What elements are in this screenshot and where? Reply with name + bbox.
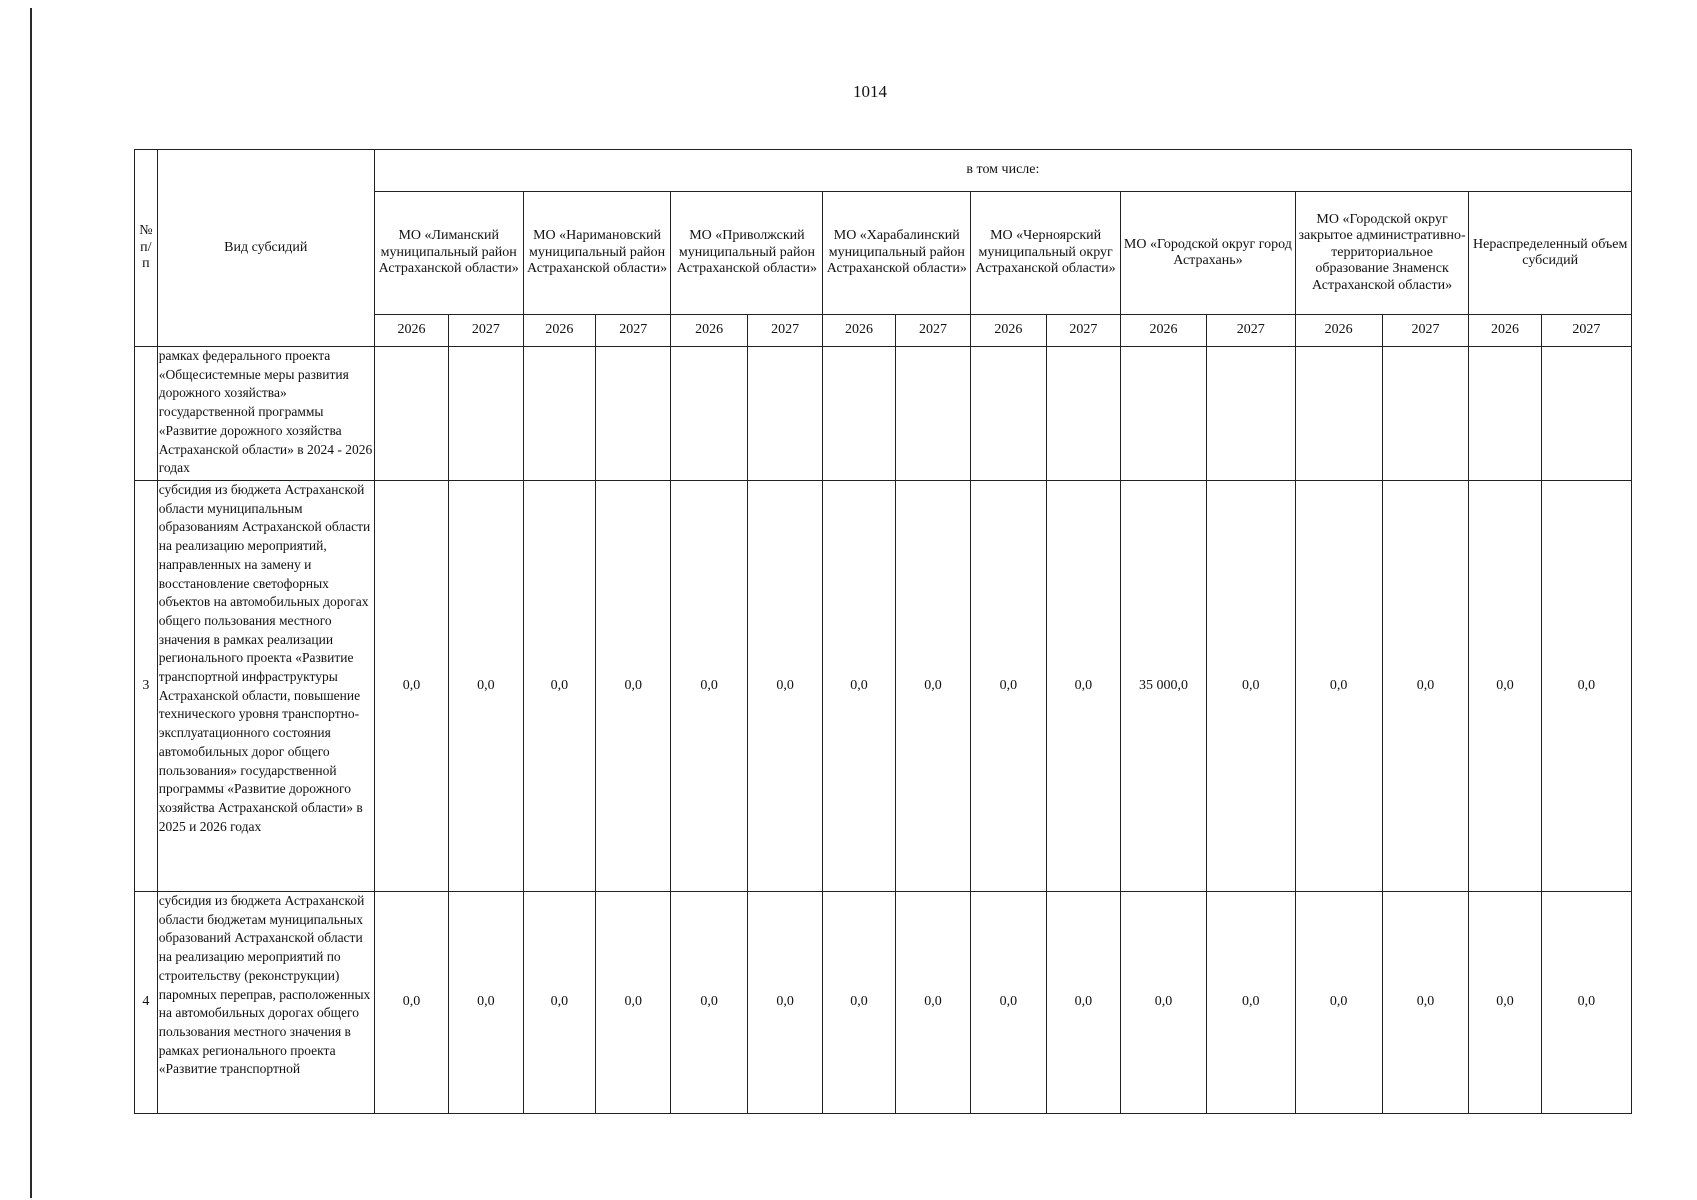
value-cell: 0,0 xyxy=(1295,481,1382,892)
mo-header-chernoyarsky: МО «Черноярский муниципальный округ Астраханской области» xyxy=(971,192,1121,315)
row-number: 4 xyxy=(135,892,158,1114)
value-cell xyxy=(823,347,895,481)
value-cell: 0,0 xyxy=(595,481,670,892)
value-cell: 0,0 xyxy=(449,892,523,1114)
value-cell: 0,0 xyxy=(523,481,595,892)
year-header: 2027 xyxy=(1046,315,1120,347)
mo-header-kharabalinsky: МО «Харабалинский муниципальный район Астраханской области» xyxy=(823,192,971,315)
row-description: рамках федерального проекта «Общесистемные меры развития дорожного хозяйства» государственной программы «Развитие дорожного хозяйства Астраханской области» в 2024 - 2026 годах xyxy=(157,347,374,481)
value-cell: 0,0 xyxy=(747,481,822,892)
value-cell xyxy=(895,347,970,481)
value-cell: 0,0 xyxy=(1206,481,1295,892)
table-row xyxy=(135,892,1632,1114)
col-type-header: Вид субсидий xyxy=(157,150,374,347)
value-cell: 0,0 xyxy=(1046,892,1120,1114)
value-cell xyxy=(595,347,670,481)
mo-header-znamensk: МО «Городской округ закрытое административно-территориальное образование Знаменск Астраханской области» xyxy=(1295,192,1469,315)
mo-header-limansky: МО «Лиманский муниципальный район Астраханской области» xyxy=(374,192,523,315)
year-header: 2027 xyxy=(1382,315,1469,347)
subsidies-table xyxy=(134,149,1632,1114)
value-cell xyxy=(523,347,595,481)
page-number: 1014 xyxy=(853,82,887,101)
value-cell: 0,0 xyxy=(523,892,595,1114)
group-header: в том числе: xyxy=(374,150,1631,192)
value-cell: 0,0 xyxy=(1206,892,1295,1114)
value-cell xyxy=(971,347,1046,481)
value-cell: 0,0 xyxy=(895,481,970,892)
year-header: 2027 xyxy=(1541,315,1631,347)
year-header: 2027 xyxy=(895,315,970,347)
year-header: 2026 xyxy=(374,315,448,347)
year-header: 2026 xyxy=(971,315,1046,347)
year-header: 2027 xyxy=(1206,315,1295,347)
year-header: 2027 xyxy=(449,315,523,347)
year-header: 2027 xyxy=(595,315,670,347)
col-num-header: № п/п xyxy=(135,150,158,347)
value-cell xyxy=(1382,347,1469,481)
value-cell xyxy=(1469,347,1541,481)
mo-header-astrakhan: МО «Городской округ город Астрахань» xyxy=(1121,192,1296,315)
table-row xyxy=(135,481,1632,892)
row-description: субсидия из бюджета Астраханской области бюджетам муниципальных образований Астраханской области на реализацию мероприятий по строительству (реконструкции) паромных переправ, расположенных на автомобильных дорогах общего пользования местного значения в рамках регионального проекта «Развитие транспортной xyxy=(157,892,374,1114)
binding-line xyxy=(30,8,32,1198)
row-description: субсидия из бюджета Астраханской области муниципальным образованиям Астраханской области на реализацию мероприятий, направленных на замену и восстановление светофорных объектов на автомобильных дорогах общего пользования местного значения в рамках реализации регионального проекта «Развитие транспортной инфраструктуры Астраханской области, повышение технического уровня транспортно-эксплуатационного состояния автомобильных дорог общего пользования» государственной программы «Развитие дорожного хозяйства Астраханской области» в 2025 и 2026 годах xyxy=(157,481,374,892)
value-cell xyxy=(671,347,747,481)
year-header: 2026 xyxy=(671,315,747,347)
value-cell: 0,0 xyxy=(1382,481,1469,892)
year-header: 2026 xyxy=(1121,315,1207,347)
value-cell xyxy=(1046,347,1120,481)
value-cell xyxy=(1206,347,1295,481)
mo-header-privolzhsky: МО «Приволжский муниципальный район Астраханской области» xyxy=(671,192,823,315)
row-number: 3 xyxy=(135,481,158,892)
value-cell: 0,0 xyxy=(1541,892,1631,1114)
value-cell xyxy=(1541,347,1631,481)
value-cell: 0,0 xyxy=(1295,892,1382,1114)
mo-header-unallocated: Нераспределенный объем субсидий xyxy=(1469,192,1632,315)
value-cell: 0,0 xyxy=(1046,481,1120,892)
value-cell: 0,0 xyxy=(971,481,1046,892)
value-cell: 0,0 xyxy=(671,481,747,892)
value-cell xyxy=(1295,347,1382,481)
year-header: 2026 xyxy=(1469,315,1541,347)
value-cell xyxy=(449,347,523,481)
year-header: 2026 xyxy=(523,315,595,347)
value-cell: 0,0 xyxy=(1121,892,1207,1114)
row-number xyxy=(135,347,158,481)
value-cell: 0,0 xyxy=(671,892,747,1114)
value-cell xyxy=(1121,347,1207,481)
value-cell: 35 000,0 xyxy=(1121,481,1207,892)
value-cell: 0,0 xyxy=(1382,892,1469,1114)
value-cell: 0,0 xyxy=(374,481,448,892)
value-cell: 0,0 xyxy=(374,892,448,1114)
value-cell: 0,0 xyxy=(747,892,822,1114)
value-cell: 0,0 xyxy=(823,481,895,892)
header-row-group xyxy=(135,150,1632,192)
year-header: 2026 xyxy=(1295,315,1382,347)
value-cell: 0,0 xyxy=(1469,481,1541,892)
value-cell: 0,0 xyxy=(895,892,970,1114)
value-cell: 0,0 xyxy=(1541,481,1631,892)
value-cell: 0,0 xyxy=(595,892,670,1114)
value-cell xyxy=(374,347,448,481)
value-cell: 0,0 xyxy=(971,892,1046,1114)
year-header: 2026 xyxy=(823,315,895,347)
value-cell: 0,0 xyxy=(449,481,523,892)
value-cell xyxy=(747,347,822,481)
year-header: 2027 xyxy=(747,315,822,347)
mo-header-narimanovsky: МО «Наримановский муниципальный район Астраханской области» xyxy=(523,192,671,315)
value-cell: 0,0 xyxy=(823,892,895,1114)
value-cell: 0,0 xyxy=(1469,892,1541,1114)
table-row xyxy=(135,347,1632,481)
